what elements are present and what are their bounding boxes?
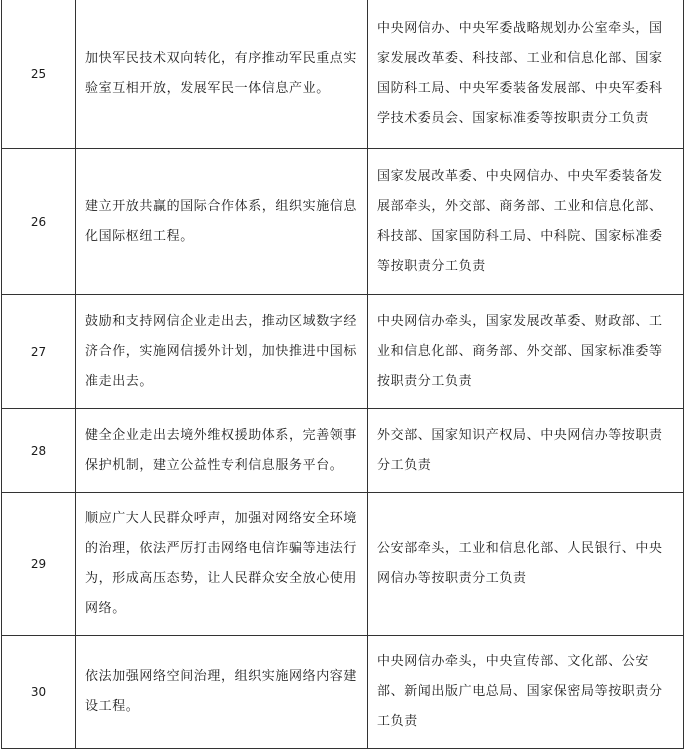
row-number: 25 (2, 0, 76, 149)
row-number: 26 (2, 149, 76, 295)
task-description: 建立开放共赢的国际合作体系，组织实施信息化国际枢纽工程。 (76, 149, 368, 295)
responsible-departments: 中央网信办、中央军委战略规划办公室牵头，国家发展改革委、科技部、工业和信息化部、国家国防科工局、中央军委装备发展部、中央军委科学技术委员会、国家标准委等按职责分工负责 (368, 0, 684, 149)
table-row (2, 295, 684, 409)
responsible-departments: 公安部牵头，工业和信息化部、人民银行、中央网信办等按职责分工负责 (368, 493, 684, 636)
table-row (2, 636, 684, 749)
row-number: 30 (2, 636, 76, 749)
row-number: 29 (2, 493, 76, 636)
task-responsibility-table (1, 0, 684, 749)
table-row (2, 493, 684, 636)
row-number: 28 (2, 409, 76, 493)
task-description: 依法加强网络空间治理，组织实施网络内容建设工程。 (76, 636, 368, 749)
responsible-departments: 外交部、国家知识产权局、中央网信办等按职责分工负责 (368, 409, 684, 493)
row-number: 27 (2, 295, 76, 409)
task-description: 鼓励和支持网信企业走出去，推动区域数字经济合作，实施网信援外计划，加快推进中国标准走出去。 (76, 295, 368, 409)
task-description: 顺应广大人民群众呼声，加强对网络安全环境的治理，依法严厉打击网络电信诈骗等违法行为，形成高压态势，让人民群众安全放心使用网络。 (76, 493, 368, 636)
responsible-departments: 国家发展改革委、中央网信办、中央军委装备发展部牵头，外交部、商务部、工业和信息化部、科技部、国家国防科工局、中科院、国家标准委等按职责分工负责 (368, 149, 684, 295)
task-description: 加快军民技术双向转化，有序推动军民重点实验室互相开放，发展军民一体信息产业。 (76, 0, 368, 149)
responsible-departments: 中央网信办牵头，中央宣传部、文化部、公安部、新闻出版广电总局、国家保密局等按职责分工负责 (368, 636, 684, 749)
table-row (2, 409, 684, 493)
table-row (2, 0, 684, 149)
task-description: 健全企业走出去境外维权援助体系，完善领事保护机制，建立公益性专利信息服务平台。 (76, 409, 368, 493)
table-row (2, 149, 684, 295)
responsible-departments: 中央网信办牵头，国家发展改革委、财政部、工业和信息化部、商务部、外交部、国家标准委等按职责分工负责 (368, 295, 684, 409)
